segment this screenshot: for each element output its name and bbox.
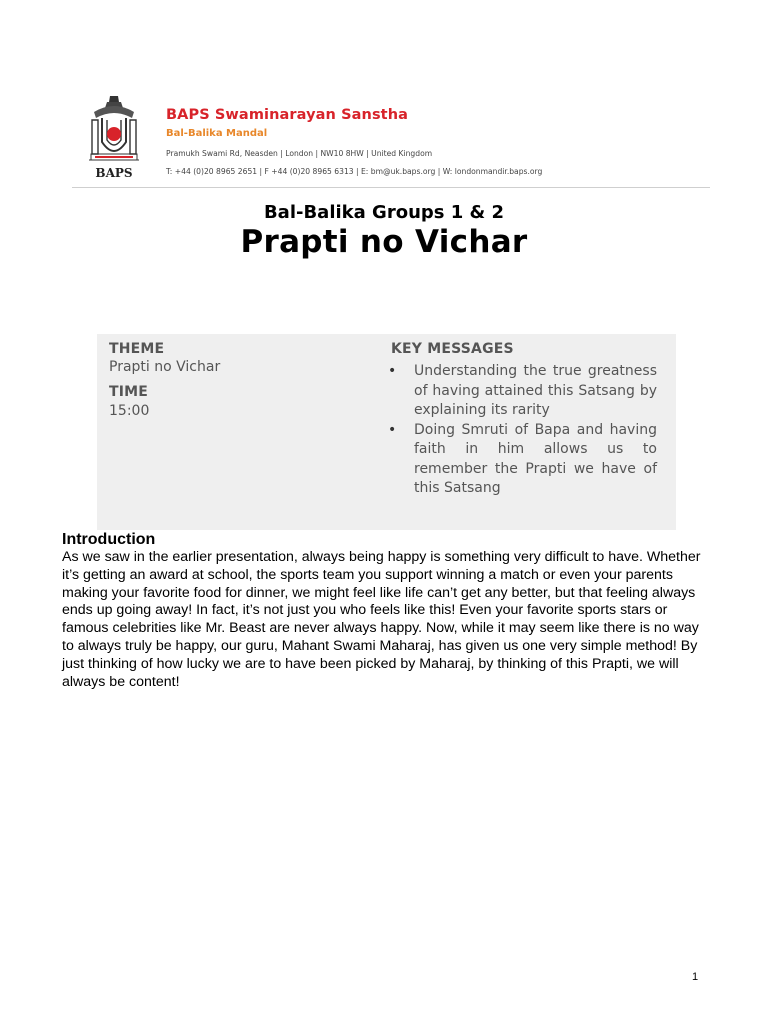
key-messages-label: KEY MESSAGES: [391, 341, 514, 357]
bullet-icon: •: [388, 363, 397, 379]
doc-subtitle: Bal-Balika Groups 1 & 2: [263, 202, 505, 223]
info-box: [97, 334, 676, 530]
org-header: [166, 106, 542, 177]
baps-logo: [86, 94, 142, 182]
org-address: Pramukh Swami Rd, Neasden | London | NW10 8HW | United Kingdom: [166, 149, 433, 158]
theme-value: Prapti no Vichar: [109, 359, 221, 375]
intro-paragraph: As we saw in the earlier presentation, always being happy is something very difficult to have. Whether it’s getting an award at school, the sports team you support winning a match or even your parents making your favorite food for dinner, we might feel like life can’t get any better, but that feeling always ends up going away! In fact, it’s not just you who feels like this! Even your favorite sports stars or famous celebrities like Mr. Beast are never always happy. Now, while it may seem like there is no way to always truly be happy, our guru, Mahant Swami Maharaj, has given us one very simple method! By just thinking of how lucky we are to have been picked by Maharaj, by thinking of this Prapti, we will always be content!: [62, 549, 701, 690]
page-number: 1: [692, 971, 699, 983]
list-item: [387, 362, 657, 421]
org-name: BAPS Swaminarayan Sanstha: [166, 107, 409, 123]
org-subtitle: Bal-Balika Mandal: [166, 128, 268, 139]
key-message-text: Understanding the true greatness of having attained this Satsang by explaining its rarity: [414, 363, 657, 418]
org-contact: T: +44 (0)20 8965 2651 | F +44 (0)20 8965 6313 | E: bm@uk.baps.org | W: londonmandir.baps.org: [166, 167, 543, 176]
key-messages-list: [387, 362, 657, 499]
time-value: 15:00: [109, 403, 150, 419]
intro-heading: Introduction: [62, 531, 156, 548]
bullet-icon: •: [388, 421, 397, 438]
key-message-text: Doing Smruti of Bapa and having faith in him allows us to remember the Prapti we have of this Satsang: [414, 421, 657, 496]
theme-label: THEME: [109, 341, 165, 357]
list-item: [387, 421, 657, 499]
header-divider: [72, 187, 710, 188]
time-label: TIME: [109, 384, 149, 400]
logo-text: BAPS: [95, 166, 133, 180]
doc-title: Prapti no Vichar: [240, 224, 528, 260]
